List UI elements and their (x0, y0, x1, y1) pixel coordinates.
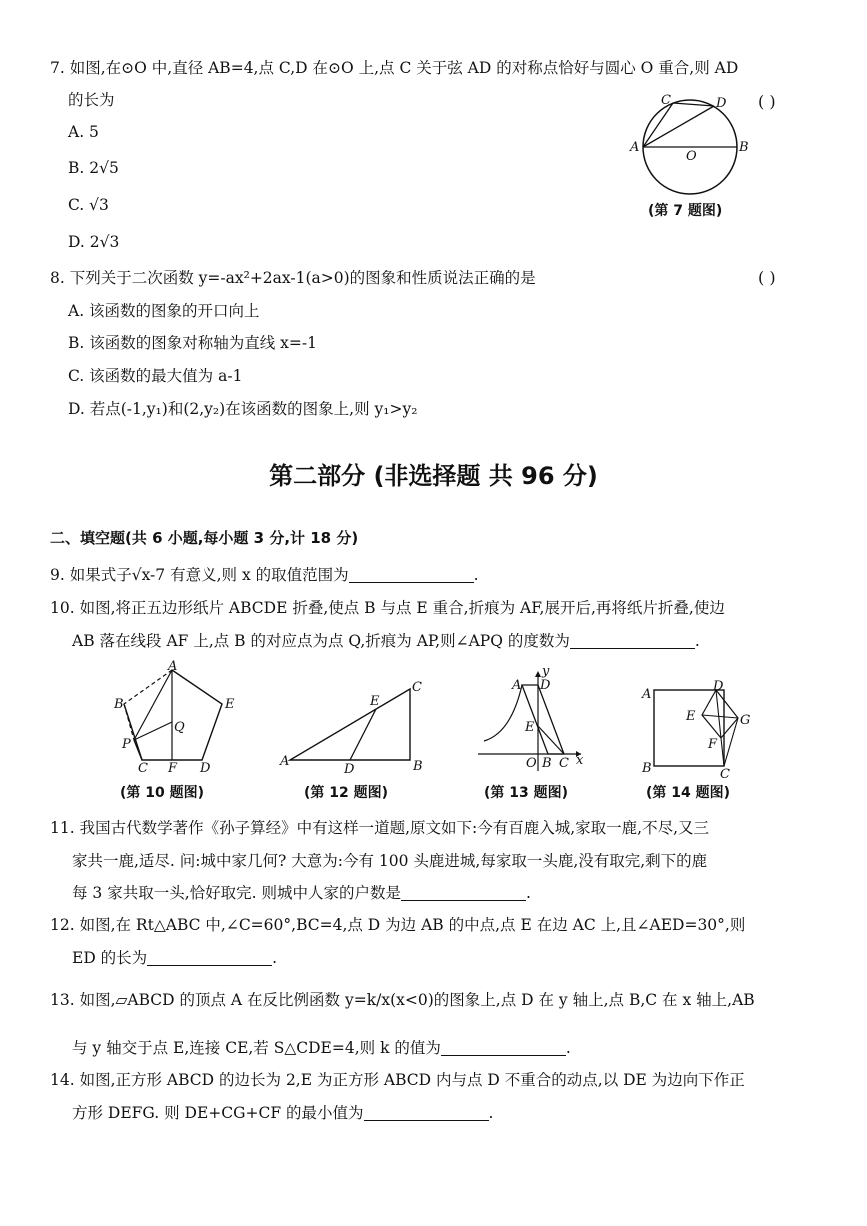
q12-stem-line2 (72, 948, 277, 968)
fig10-label-a: A (168, 660, 178, 674)
fig13-label-b: B (542, 756, 552, 771)
q7-label-d: D (716, 96, 727, 111)
q11-answer-blank[interactable] (401, 884, 526, 901)
q11-stem-line1: 11. 我国古代数学著作《孙子算经》中有这样一道题,原文如下:今有百鹿入城,家取一鹿,不尽,又三 (50, 819, 710, 837)
q10-text: AB 落在线段 AF 上,点 B 的对应点为点 Q,折痕为 AP,则∠APQ 的度数为 (72, 632, 570, 650)
q7-label-a: A (630, 140, 640, 155)
fig10-pentagon (112, 660, 242, 775)
fig14-label-b: B (642, 761, 652, 776)
q13-end: . (565, 1039, 571, 1057)
fig13-label-a: A (512, 678, 522, 693)
fig13-label-e: E (525, 720, 535, 735)
section-two-title: 第二部分 (非选择题 共 96 分) (269, 462, 598, 490)
q7-figure-caption: (第 7 题图) (648, 203, 723, 219)
q12-answer-blank[interactable] (147, 949, 272, 966)
q12-end: . (272, 949, 278, 967)
fig12-label-d: D (344, 762, 355, 775)
q11-text: 每 3 家共取一头,恰好取完. 则城中人家的户数是 (72, 884, 401, 902)
fig12-label-a: A (280, 754, 290, 769)
q10-stem-line1: 10. 如图,将正五边形纸片 ABCDE 折叠,使点 B 与点 E 重合,折痕为 AF,展开后,再将纸片折叠,使边 (50, 599, 725, 617)
q8-option-d: D. 若点(-1,y₁)和(2,y₂)在该函数的图象上,则 y₁>y₂ (68, 400, 418, 418)
q14-stem-line2 (72, 1103, 493, 1123)
q11-end: . (526, 884, 531, 902)
fig10-label-b: B (114, 697, 124, 712)
fig12-caption: (第 12 题图) (304, 785, 389, 801)
q12-text: ED 的长为 (72, 949, 148, 967)
fig13-label-d: D (540, 678, 551, 693)
q7-stem-line2: 的长为 (68, 91, 115, 109)
fig13-label-o: O (526, 756, 537, 771)
fig10-label-f: F (168, 761, 178, 775)
fig12-label-c: C (412, 680, 422, 695)
fig14-label-f: F (708, 737, 718, 752)
fig12-label-b: B (413, 759, 423, 774)
fig13-label-c: C (559, 756, 569, 771)
fig14-caption: (第 14 题图) (646, 785, 731, 801)
fig10-caption: (第 10 题图) (120, 785, 205, 801)
fig14-label-c: C (720, 767, 730, 780)
q9-end: . (473, 566, 479, 584)
q8-option-c: C. 该函数的最大值为 a-1 (68, 367, 243, 385)
q7-option-a: A. 5 (68, 123, 99, 141)
q13-answer-blank[interactable] (441, 1039, 566, 1056)
q12-stem-line1: 12. 如图,在 Rt△ABC 中,∠C=60°,BC=4,点 D 为边 AB 的中点,点 E 在边 AC 上,且∠AED=30°,则 (50, 916, 746, 934)
q13-stem-line1: 13. 如图,▱ABCD 的顶点 A 在反比例函数 y=k/x(x<0)的图象上,点 D 在 y 轴上,点 B,C 在 x 轴上,AB (50, 991, 755, 1009)
q13-stem-line2 (72, 1038, 571, 1058)
fig10-label-q: Q (174, 720, 185, 735)
q10-answer-blank[interactable] (570, 632, 695, 649)
q11-stem-line2: 家共一鹿,适尽. 问:城中家几何? 大意为:今有 100 头鹿进城,每家取一头鹿,没有取完,剩下的鹿 (72, 852, 708, 870)
q8-option-b: B. 该函数的图象对称轴为直线 x=-1 (68, 334, 317, 352)
fill-in-header: 二、填空题(共 6 小题,每小题 3 分,计 18 分) (50, 529, 359, 547)
fig13-label-x: x (576, 753, 584, 768)
q14-stem-line1: 14. 如图,正方形 ABCD 的边长为 2,E 为正方形 ABCD 内与点 D 不重合的动点,以 DE 为边向下作正 (50, 1071, 745, 1089)
q7-stem-line1: 7. 如图,在⊙O 中,直径 AB=4,点 C,D 在⊙O 上,点 C 关于弦 AD 的对称点恰好与圆心 O 重合,则 AD (50, 59, 739, 77)
fig14-squares (636, 680, 756, 780)
fig10-label-c: C (138, 761, 148, 775)
fig14-label-e: E (686, 709, 696, 724)
q7-label-b: B (739, 140, 749, 155)
fig13-label-y: y (542, 664, 550, 679)
q13-text: 与 y 轴交于点 E,连接 CE,若 S△CDE=4,则 k 的值为 (72, 1039, 441, 1057)
q7-label-c: C (661, 93, 671, 108)
q7-label-o: O (686, 149, 697, 164)
q7-option-b: B. 2√5 (68, 159, 119, 177)
q14-end: . (488, 1104, 494, 1122)
q7-option-d: D. 2√3 (68, 233, 120, 251)
fig12-label-e: E (370, 694, 380, 709)
q7-answer-paren: ( ) (758, 92, 776, 111)
fig10-label-e: E (225, 697, 235, 712)
q8-stem: 8. 下列关于二次函数 y=-ax²+2ax-1(a>0)的图象和性质说法正确的是 (50, 269, 536, 287)
q7-figure-circle (625, 92, 755, 202)
fig14-label-a: A (642, 687, 652, 702)
q9-answer-blank[interactable] (349, 566, 474, 583)
q10-stem-line2 (72, 631, 700, 651)
fig10-label-p: P (122, 737, 131, 752)
q9-stem (50, 565, 479, 585)
fig12-triangle (278, 675, 428, 775)
fig14-label-g: G (740, 713, 751, 728)
q14-answer-blank[interactable] (364, 1104, 489, 1121)
fig13-parallelogram (476, 663, 591, 775)
q14-text: 方形 DEFG. 则 DE+CG+CF 的最小值为 (72, 1104, 364, 1122)
q7-option-c: C. √3 (68, 196, 109, 214)
q11-stem-line3 (72, 883, 531, 903)
fig14-label-d: D (713, 680, 724, 694)
q8-answer-paren: ( ) (758, 268, 776, 287)
q10-end: . (694, 632, 700, 650)
q9-text: 9. 如果式子√x-7 有意义,则 x 的取值范围为 (50, 566, 349, 584)
q8-option-a: A. 该函数的图象的开口向上 (68, 302, 260, 320)
fig10-label-d: D (200, 761, 211, 775)
fig13-caption: (第 13 题图) (484, 785, 569, 801)
